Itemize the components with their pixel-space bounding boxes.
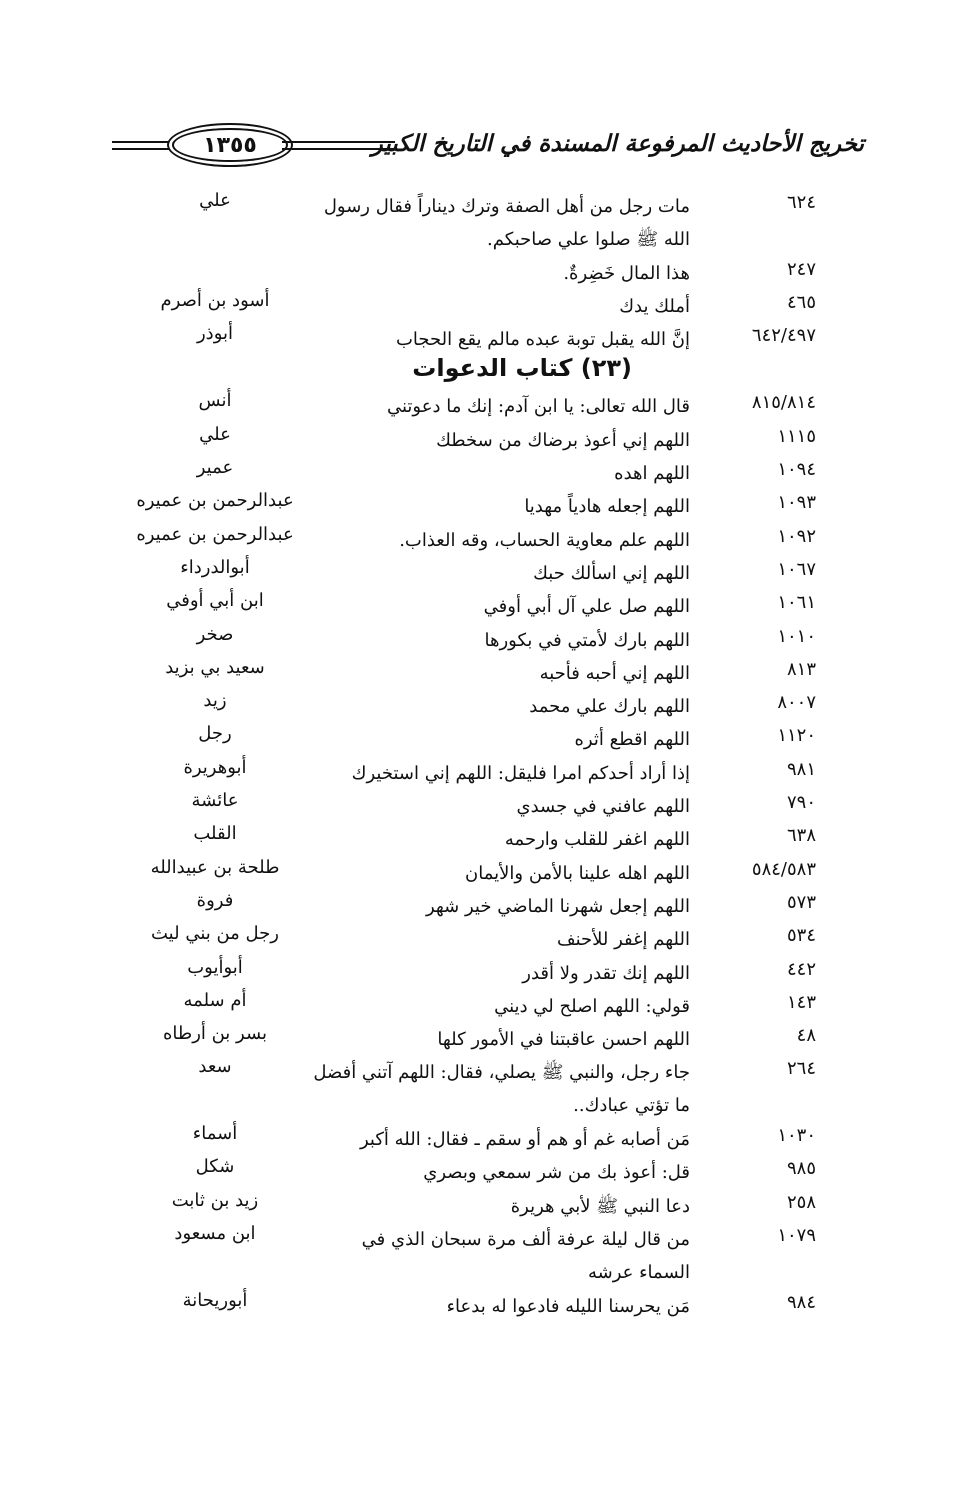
table-row: [100, 988, 840, 1021]
hadith-number: ٧٩٠: [786, 792, 816, 814]
hadith-text: اللهم إجعله هادياً مهديا: [524, 496, 690, 518]
narrator-name: سعيد بي بزيد: [165, 656, 265, 678]
hadith-number: ٦٢٤: [786, 192, 816, 213]
narrator-name: ابن أبي أوفي: [166, 590, 264, 612]
narrator-name: أبوهريرة: [183, 756, 247, 778]
narrator-name: أنس: [198, 390, 232, 412]
table-row: [100, 488, 840, 521]
hadith-text: اللهم اهله علينا بالأمن والأيمان: [465, 862, 690, 884]
hadith-number: ١٠١٠: [777, 625, 816, 647]
table-row: [100, 688, 840, 721]
header-rule-left: [112, 141, 174, 150]
page-number: ١٣٥٥: [172, 128, 288, 162]
narrator-name: عبدالرحمن بن عميره: [136, 490, 294, 512]
table-row: [100, 255, 840, 288]
hadith-text: اللهم إجعل شهرنا الماضي خير شهر: [425, 895, 690, 917]
hadith-text: اللهم احسن عاقبتنا في الأمور كلها: [437, 1029, 690, 1051]
hadith-number: ٩٨١: [786, 758, 816, 780]
table-row: [100, 1154, 840, 1187]
hadith-number: ٢٤٧: [786, 258, 816, 280]
hadith-number: ١٠٦٧: [777, 558, 816, 580]
hadith-number: ٤٨: [796, 1025, 816, 1047]
hadith-text: اللهم إغفر للأحنف: [556, 929, 690, 951]
narrator-name: ابن مسعود: [174, 1222, 256, 1244]
hadith-number: ١٤٣: [786, 991, 816, 1013]
narrator-name: أم سلمه: [183, 989, 247, 1011]
hadith-number: ١٠٩٢: [777, 525, 816, 547]
narrator-name: أسماء: [192, 1123, 238, 1145]
hadith-text: إذا أراد أحدكم امرا فليقل: اللهم إني استخيرك: [351, 762, 690, 784]
table-row: [100, 522, 840, 555]
hadith-number: ٨١٣: [786, 658, 816, 680]
narrator-name: فروة: [196, 889, 234, 911]
hadith-text: هذا المال خَضِرةٌ.: [563, 262, 690, 284]
hadith-number: ١٠٦١: [777, 592, 816, 614]
hadith-text: قولي: اللهم اصلح لي ديني: [494, 995, 690, 1017]
rows-before-section: [100, 188, 840, 354]
hadith-text: اللهم إني اسألك حبك: [533, 562, 690, 584]
narrator-name: علي: [199, 190, 231, 211]
hadith-text: اللهم اهده: [614, 463, 690, 485]
narrator-name: أسود بن أصرم: [160, 289, 270, 311]
narrator-name: عبدالرحمن بن عميره: [136, 523, 294, 545]
table-row: [100, 588, 840, 621]
hadith-text: اللهم إني أعوذ برضاك من سخطك: [436, 429, 690, 451]
hadith-number: ١٠٣٠: [777, 1125, 816, 1147]
header-title: تخريج الأحاديث المرفوعة المسندة في التاريخ الكبير: [371, 130, 864, 157]
narrator-name: أبوأيوب: [187, 956, 243, 978]
rows-after-section: [100, 388, 840, 1320]
narrator-name: أبوريحانة: [182, 1289, 248, 1311]
hadith-number: ٨١٥/٨١٤: [751, 392, 816, 414]
table-row: [100, 288, 840, 321]
hadith-number: ١١١٥: [777, 425, 816, 447]
narrator-name: طلحة بن عبيدالله: [150, 856, 280, 878]
narrator-name: رجل: [198, 723, 232, 745]
hadith-text: مَن أصابه غم أو هم أو سقم ـ فقال: الله أكبر: [359, 1129, 690, 1151]
table-row: [100, 1021, 840, 1054]
table-row: [100, 821, 840, 854]
hadith-text: اللهم إنك تقدر ولا أقدر: [522, 962, 690, 984]
section-heading: [100, 354, 840, 388]
table-row: [100, 1121, 840, 1154]
running-header: [112, 128, 864, 168]
hadith-number: ٦٣٨: [786, 825, 816, 847]
narrator-name: زيد بن ثابت: [171, 1189, 259, 1211]
narrator-name: بسر بن أرطاه: [162, 1023, 268, 1045]
hadith-number: ١١٢٠: [777, 725, 816, 747]
narrator-name: القلب: [193, 823, 237, 845]
table-row: [100, 788, 840, 821]
table-row: [100, 388, 840, 421]
table-row: [100, 921, 840, 954]
table-row: [100, 755, 840, 788]
table-row: [100, 1288, 840, 1321]
hadith-number: ٥٣٤: [786, 925, 816, 947]
table-row: [100, 888, 840, 921]
narrator-name: عائشة: [191, 790, 239, 812]
table-row: [100, 1054, 840, 1121]
hadith-number: ٢٥٨: [786, 1191, 816, 1213]
hadith-text: اللهم صل علي آل أبي أوفي: [483, 596, 690, 618]
narrator-name: علي: [199, 423, 231, 445]
table-row: [100, 622, 840, 655]
hadith-text: اللهم عافني في جسدي: [516, 796, 690, 818]
narrator-name: عمير: [196, 457, 234, 479]
narrator-name: سعد: [198, 1056, 232, 1078]
hadith-number: ٨٠٠٧: [777, 692, 816, 714]
hadith-number: ١٠٩٣: [777, 492, 816, 514]
table-row: [100, 455, 840, 488]
section-title: (٢٣) كتاب الدعوات: [412, 354, 632, 383]
table-row: [100, 955, 840, 988]
table-row: [100, 321, 840, 354]
narrator-name: أبوالدرداء: [180, 556, 250, 578]
hadith-text: اللهم اغفر للقلب وارحمه: [504, 829, 690, 851]
hadith-number: ٩٨٤: [786, 1291, 816, 1313]
hadith-text: اللهم اقطع أثره: [574, 729, 690, 751]
hadith-text: دعا النبي ﷺ لأبي هريرة: [510, 1195, 690, 1217]
hadith-text: مَن يحرسنا الليله فادعوا له بدعاء: [446, 1295, 690, 1317]
table-row: [100, 555, 840, 588]
hadith-number: ٥٧٣: [786, 891, 816, 913]
hadith-number: ٩٨٥: [786, 1158, 816, 1180]
hadith-number: ١٠٩٤: [777, 459, 816, 481]
hadith-text: من قال ليلة عرفة ألف مرة سبحان الذي في السماء عرشه: [361, 1228, 690, 1283]
narrator-name: رجل من بني ليث: [151, 923, 279, 945]
narrator-name: صخر: [196, 623, 234, 645]
table-row: [100, 721, 840, 754]
hadith-text: اللهم بارك لأمتي في بكورها: [484, 629, 690, 651]
hadith-text: قال الله تعالى: يا ابن آدم: إنك ما دعوتني: [386, 396, 690, 418]
table-row: [100, 188, 840, 255]
table-row: [100, 855, 840, 888]
table-row: [100, 1221, 840, 1288]
hadith-table: [100, 188, 840, 1321]
hadith-number: ٥٨٤/٥٨٣: [751, 858, 816, 880]
hadith-number: ٢٦٤: [786, 1058, 816, 1080]
narrator-name: زيد: [203, 690, 227, 712]
hadith-text: اللهم إني أحبه فأحبه: [539, 662, 690, 684]
hadith-number: ٤٦٥: [786, 291, 816, 313]
table-row: [100, 1188, 840, 1221]
hadith-text: جاء رجل، والنبي ﷺ يصلي، فقال: اللهم آتني أفضل ما تؤتي عبادك..: [313, 1062, 690, 1117]
hadith-number: ٦٤٢/٤٩٧: [751, 325, 816, 347]
hadith-text: مات رجل من أهل الصفة وترك ديناراً فقال رسول الله ﷺ صلوا علي صاحبكم.: [323, 196, 690, 250]
hadith-text: اللهم بارك علي محمد: [529, 696, 690, 718]
hadith-number: ١٠٧٩: [777, 1224, 816, 1246]
hadith-text: إنَّ الله يقبل توبة عبده مالم يقع الحجاب: [395, 329, 690, 351]
hadith-text: اللهم علم معاوية الحساب، وقه العذاب.: [399, 529, 690, 551]
narrator-name: شكل: [195, 1156, 235, 1178]
table-row: [100, 422, 840, 455]
hadith-text: أملك يدك: [619, 295, 690, 317]
narrator-name: أبوذر: [196, 323, 234, 345]
hadith-text: قل: أعوذ بك من شر سمعي وبصري: [423, 1162, 690, 1184]
hadith-number: ٤٤٢: [786, 958, 816, 980]
table-row: [100, 655, 840, 688]
